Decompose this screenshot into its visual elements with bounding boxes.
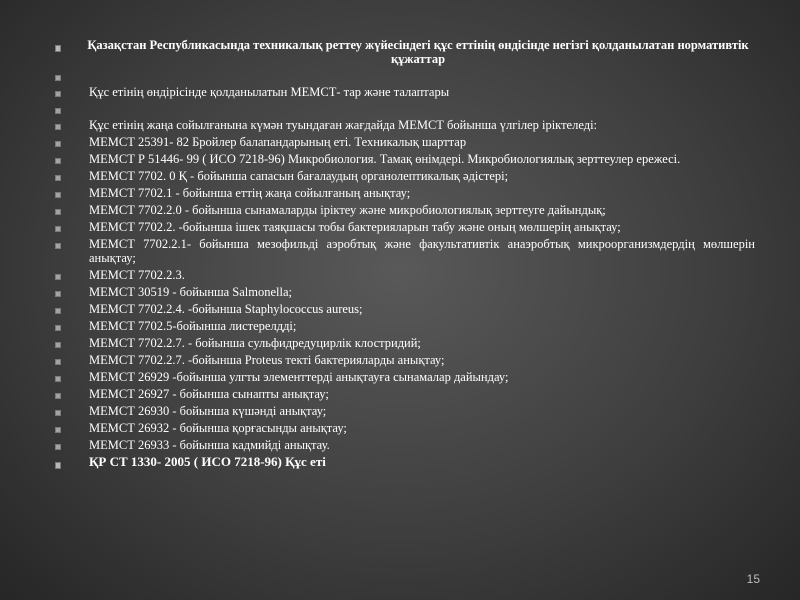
bullet-icon	[55, 124, 61, 130]
list-item	[55, 102, 755, 115]
list-item-text	[89, 102, 755, 115]
bullet-icon	[55, 444, 61, 450]
bullet-icon	[55, 243, 61, 249]
bullet-icon	[55, 359, 61, 365]
list-item-text: Құс етінің жаңа сойылғанына күмән туындаған жағдайда МЕМСТ бойынша үлгілер іріктеледі:	[89, 118, 598, 132]
bullet-icon	[55, 209, 61, 215]
slide-title-row	[55, 38, 755, 66]
bullet-icon	[55, 45, 61, 52]
list-item-text: МЕМСТ 26929 -бойынша улгты элементтерді анықтауға сынамалар дайындау;	[89, 370, 509, 384]
list-item	[55, 85, 755, 99]
list-item-text: МЕМСТ 26932 - бойынша қорғасынды анықтау;	[89, 421, 347, 435]
bullet-icon	[55, 325, 61, 331]
list-item-text	[89, 69, 755, 82]
bullet-icon	[55, 226, 61, 232]
list-item-text: МЕМСТ Р 51446- 99 ( ИСО 7218-96) Микробиология. Тамақ өнімдері. Микробиологиялық зерттеулер ережесі.	[89, 152, 681, 166]
list-item	[55, 169, 755, 183]
bullet-list	[55, 69, 755, 452]
slide-title: Қазақстан Республикасында техникалық реттеу жүйесіндегі құс еттінің өндісінде негізгі қолданылатан нормативтік құжаттар	[87, 38, 749, 66]
list-item	[55, 285, 755, 299]
list-item-last	[55, 455, 755, 469]
list-item-text: МЕМСТ 7702.2.4. -бойынша Staphylococcus aureus;	[89, 302, 363, 316]
list-item	[55, 319, 755, 333]
list-item	[55, 336, 755, 350]
list-item	[55, 220, 755, 234]
list-item-text: МЕМСТ 25391- 82 Бройлер балапандарының еті. Техникалық шарттар	[89, 135, 467, 149]
list-item-text: МЕМСТ 7702.2.7. -бойынша Proteus текті бактерияларды анықтау;	[89, 353, 445, 367]
list-item	[55, 237, 755, 265]
list-item-text: МЕМСТ 7702. 0 Қ - бойынша сапасын бағалаудың органолептикалық әдістері;	[89, 169, 509, 183]
list-item	[55, 421, 755, 435]
list-item-text: Құс етінің өндірісінде қолданылатын МЕМСТ- тар және талаптары	[89, 85, 450, 99]
list-item	[55, 152, 755, 166]
list-item	[55, 404, 755, 418]
list-item	[55, 387, 755, 401]
list-item	[55, 370, 755, 384]
bullet-icon	[55, 192, 61, 198]
bullet-icon	[55, 274, 61, 280]
bullet-icon	[55, 91, 61, 97]
list-item-text: ҚР СТ 1330- 2005 ( ИСО 7218-96) Құс еті	[89, 454, 326, 469]
list-item-text: МЕМСТ 26930 - бойынша күшәнді анықтау;	[89, 404, 327, 418]
list-item-text: МЕМСТ 7702.2.1- бойынша мезофильді аэробтық және факультативтік анаэробтық микроорганизмдердің мөлшерін анықтау;	[89, 237, 755, 265]
bullet-icon	[55, 410, 61, 416]
list-item-text: МЕМСТ 7702.2.7. - бойынша сульфидредуцирлік клостридий;	[89, 336, 421, 350]
bullet-icon	[55, 462, 61, 469]
bullet-icon	[55, 75, 61, 81]
bullet-icon	[55, 376, 61, 382]
bullet-icon	[55, 342, 61, 348]
bullet-icon	[55, 158, 61, 164]
list-item	[55, 135, 755, 149]
list-item-text: МЕМСТ 26927 - бойынша сынапты анықтау;	[89, 387, 329, 401]
page-number: 15	[746, 572, 760, 586]
list-item	[55, 69, 755, 82]
list-item-text: МЕМСТ 30519 - бойынша Salmonella;	[89, 285, 293, 299]
list-item	[55, 438, 755, 452]
bullet-icon	[55, 291, 61, 297]
list-item	[55, 353, 755, 367]
list-item-text: МЕМСТ 7702.1 - бойынша еттің жаңа сойылғаның анықтау;	[89, 186, 411, 200]
list-item	[55, 203, 755, 217]
slide-content	[55, 38, 755, 472]
bullet-icon	[55, 175, 61, 181]
bullet-icon	[55, 108, 61, 114]
list-item	[55, 186, 755, 200]
bullet-icon	[55, 427, 61, 433]
bullet-icon	[55, 308, 61, 314]
list-item-text: МЕМСТ 7702.5-бойынша листерелдді;	[89, 319, 297, 333]
list-item	[55, 302, 755, 316]
list-item-text: МЕМСТ 7702.2.0 - бойынша сынамаларды іріктеу және микробиологиялық зерттеуге дайындық;	[89, 203, 606, 217]
bullet-icon	[55, 393, 61, 399]
list-item-text: МЕМСТ 7702.2. -бойынша ішек таяқшасы тобы бактерияларын табу және оның мөлшерің анықтау;	[89, 220, 621, 234]
list-item	[55, 268, 755, 282]
bullet-icon	[55, 141, 61, 147]
list-item-text: МЕМСТ 26933 - бойынша кадмийді анықтау.	[89, 438, 330, 452]
list-item-text: МЕМСТ 7702.2.3.	[89, 268, 185, 282]
list-item	[55, 118, 755, 132]
